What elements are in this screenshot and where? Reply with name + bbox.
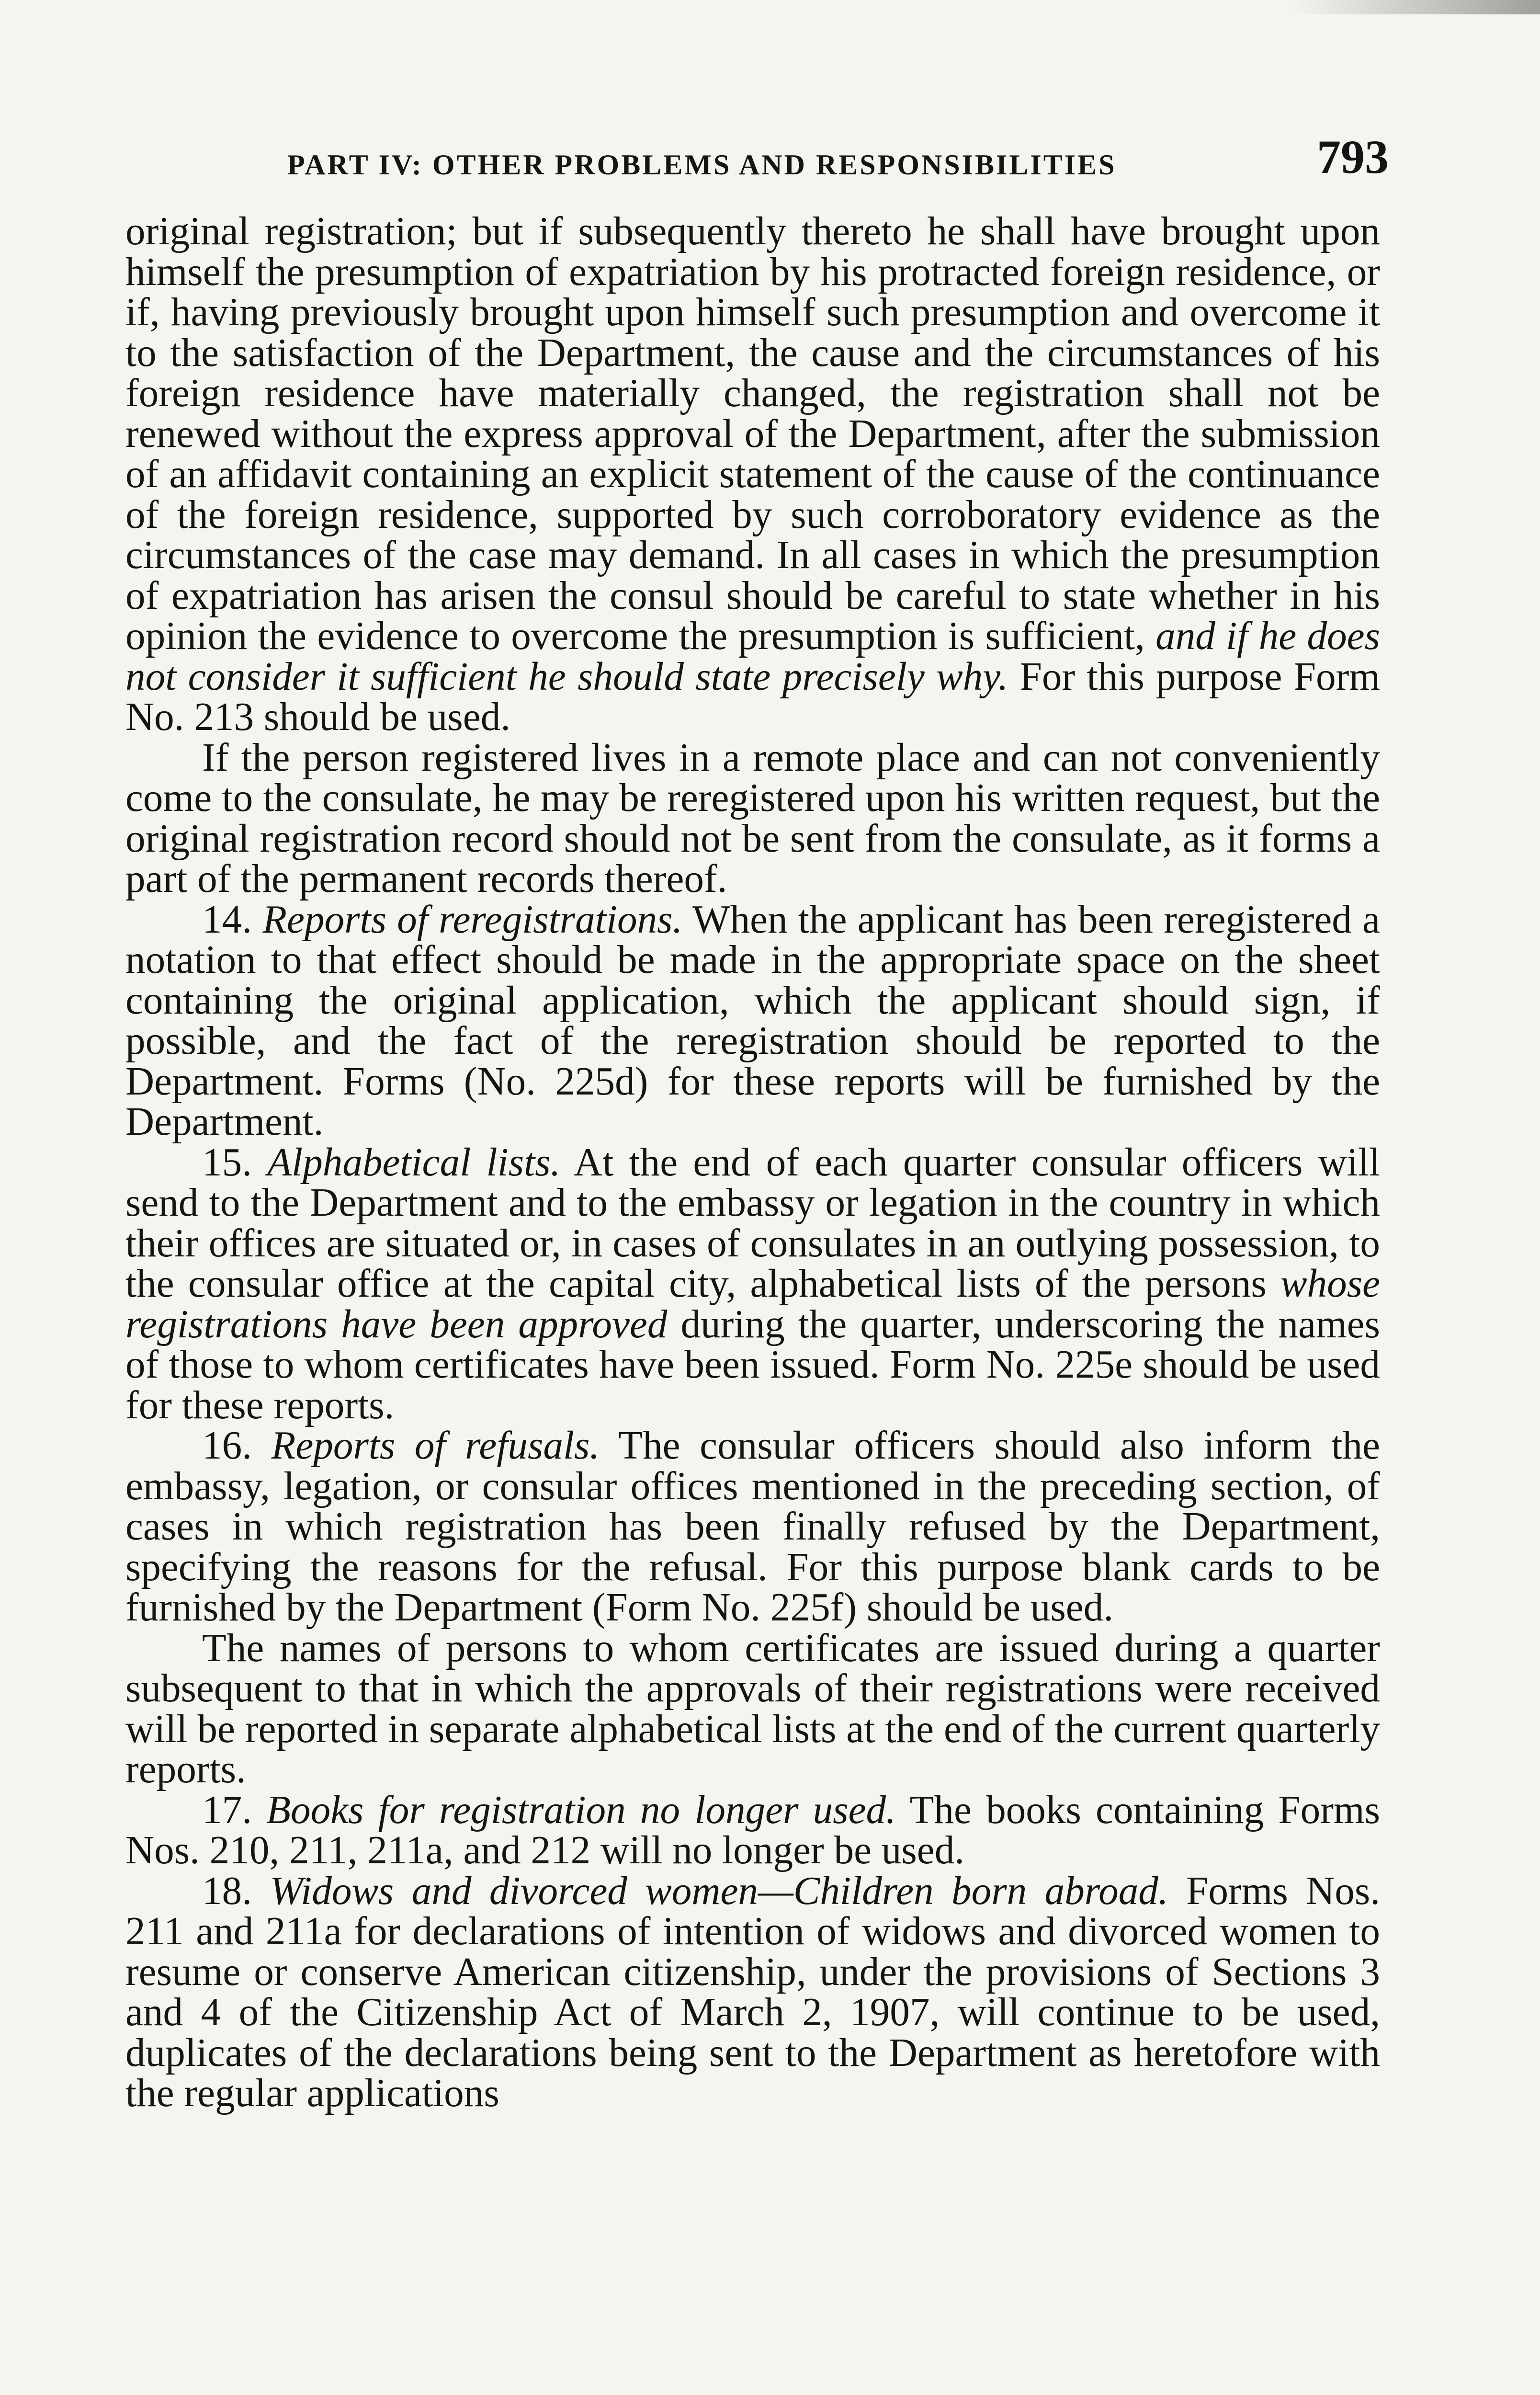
section-title: Widows and divorced women—Children born abroad. xyxy=(270,1868,1168,1913)
page-header xyxy=(287,129,1389,187)
section-number: 18. xyxy=(202,1868,252,1913)
section-14: 14. Reports of reregistrations. When the applicant has been reregistered a notation to that effect should be made in the appropriate space on the sheet containing the original application, which the applicant should sign, if possible, and the fact of the reregistration should be reported to the Department. Forms (No. 225d) for these reports will be furnished by the Department. xyxy=(125,897,1380,1143)
scan-smudge xyxy=(1291,0,1540,14)
section-17: 17. Books for registration no longer used. The books containing Forms Nos. 210, 211, 211a, and 212 will no longer be used. xyxy=(125,1787,1381,1872)
section-18: 18. Widows and divorced women—Children born abroad. Forms Nos. 211 and 211a for declarations of intention of widows and divorced women to resume or conserve American citizenship, under the provisions of Sections 3 and 4 of the Citizenship Act of March 2, 1907, will continue to be used, duplicates of the declarations being sent to the Department as heretofore with the regular applications xyxy=(125,1868,1381,2115)
section-number: 17. xyxy=(202,1787,252,1832)
page-number: 793 xyxy=(1317,130,1389,183)
page-body xyxy=(125,211,1380,2113)
paragraph-certificates: The names of persons to whom certificates are issued during a quarter subsequent to that in which the approvals of their registrations were received will be reported in separate alphabetical lists at the end of the current quarterly reports. xyxy=(125,1625,1380,1791)
section-number: 16. xyxy=(202,1423,252,1467)
section-title: Reports of refusals. xyxy=(271,1423,600,1467)
section-number: 15. xyxy=(202,1140,252,1184)
section-15: 15. Alphabetical lists. At the end of each quarter consular officers will send to the Department and to the embassy or legation in the country in which their offices are situated or, in cases of consulates in an outlying possession, to the consular office at the capital city, alphabetical lists of the persons whose registrations have been approved during the quarter, underscoring the names of those to whom certificates have been issued. Form No. 225e should be used for these reports. xyxy=(125,1140,1380,1427)
paragraph-remote-place: If the person registered lives in a remote place and can not conveniently come to the consulate, he may be reregistered upon his written request, but the original registration record should not be sent from the consulate, as it forms a part of the permanent records thereof. xyxy=(125,735,1380,901)
section-title: Reports of reregistrations. xyxy=(262,897,683,941)
italic-phrase: and if he does not consider it sufficient he should state precisely why. xyxy=(125,614,1380,698)
running-head: PART IV: OTHER PROBLEMS AND RESPONSIBILITIES xyxy=(287,149,1117,181)
section-title: Books for registration no longer used. xyxy=(266,1787,896,1832)
italic-phrase: whose registrations have been approved xyxy=(125,1261,1380,1346)
section-title: Alphabetical lists. xyxy=(267,1140,561,1184)
section-16: 16. Reports of refusals. The consular officers should also inform the embassy, legation, or consular offices mentioned in the preceding section, of cases in which registration has been finally refused by the Department, specifying the reasons for the refusal. For this purpose blank cards to be furnished by the Department (Form No. 225f) should be used. xyxy=(125,1423,1381,1629)
section-number: 14. xyxy=(202,897,252,941)
paragraph-continuation: original registration; but if subsequently thereto he shall have brought upon himself the presumption of expatriation by his protracted foreign residence, or if, having previously brought upon himself such presumption and overcome it to the satisfaction of the Department, the cause and the circumstances of his foreign residence have materially changed, the registration shall not be renewed without the express approval of the Department, after the submission of an affidavit containing an explicit statement of the cause of the continuance of the foreign residence, supported by such corroboratory evidence as the circumstances of the case may demand. In all cases in which the presumption of expatriation has arisen the consul should be careful to state whether in his opinion the evidence to overcome the presumption is sufficient, and if he does not consider it sufficient he should state precisely why. For this purpose Form No. 213 should be used. xyxy=(125,209,1380,739)
